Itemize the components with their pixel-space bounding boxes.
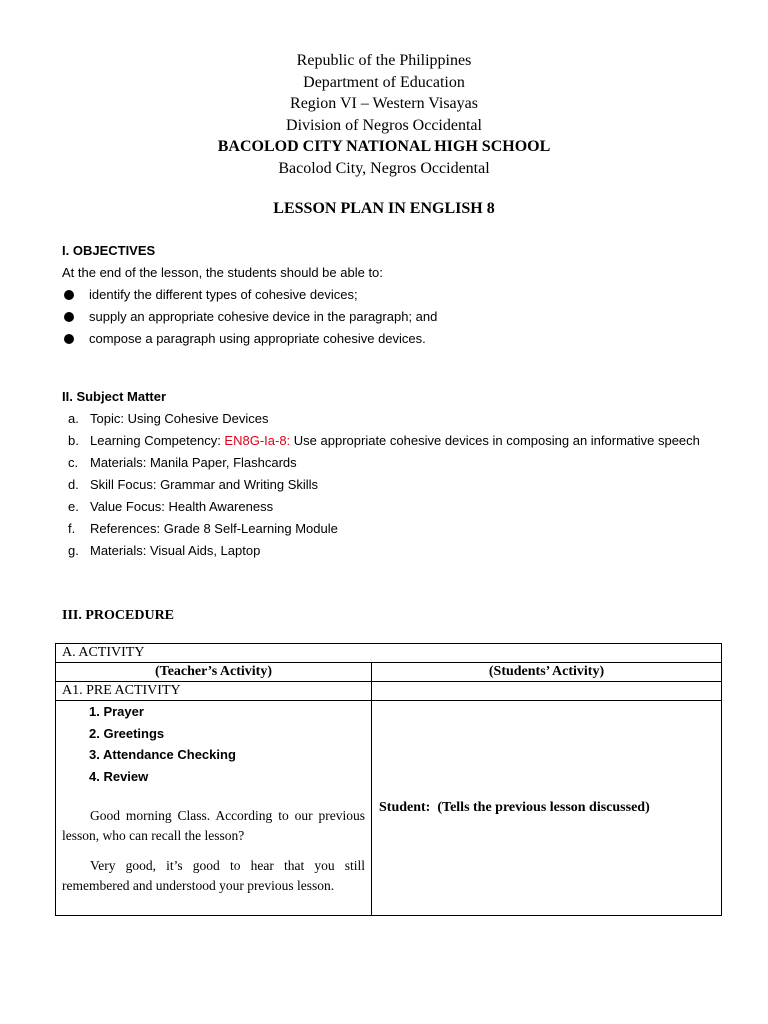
objective-item: supply an appropriate cohesive device in the paragraph; and (62, 306, 722, 328)
step-attendance: 3. Attendance Checking (89, 747, 236, 762)
subject-item-materials: c. Materials: Manila Paper, Flashcards (68, 455, 297, 470)
procedure-table (55, 643, 722, 916)
student-response-text: (Tells the previous lesson discussed) (437, 800, 650, 815)
step-greetings: 2. Greetings (89, 725, 165, 741)
subject-matter-section (62, 386, 722, 562)
bullet-icon (64, 290, 74, 300)
objective-item: identify the different types of cohesive devices; (62, 284, 722, 306)
header-republic: Republic of the Philippines (296, 52, 472, 69)
header-region: Region VI – Western Visayas (290, 95, 478, 112)
pre-activity-cell: A1. PRE ACTIVITY (56, 682, 372, 701)
lesson-plan-title: LESSON PLAN IN ENGLISH 8 (273, 200, 495, 217)
empty-cell (372, 682, 722, 701)
teacher-greeting-paragraph: Good morning Class. According to our previous lesson, who can recall the lesson? (62, 808, 365, 843)
subject-item-materials-2: g. Materials: Visual Aids, Laptop (68, 543, 261, 558)
teacher-feedback-paragraph: Very good, it’s good to hear that you still remembered and understood your previous lesson. (62, 858, 365, 893)
bullet-icon (64, 312, 74, 322)
subject-item-topic: a. Topic: Using Cohesive Devices (68, 411, 269, 426)
table-row (56, 644, 722, 663)
objectives-heading: I. OBJECTIVES (62, 243, 156, 258)
pre-activity-steps (62, 701, 365, 787)
step-review: 4. Review (89, 768, 149, 784)
subject-matter-heading: II. Subject Matter (62, 389, 167, 404)
student-activity-header: (Students’ Activity) (372, 663, 722, 682)
objectives-intro: At the end of the lesson, the students should be able to: (62, 265, 383, 280)
objectives-section (62, 240, 722, 350)
teacher-activity-header: (Teacher’s Activity) (56, 663, 372, 682)
student-label: Student: (379, 800, 431, 815)
table-row (56, 701, 722, 916)
step-prayer: 1. Prayer (89, 704, 144, 719)
subject-item-references: f. References: Grade 8 Self-Learning Module (68, 521, 338, 536)
subject-item-competency: b. Learning Competency: EN8G-Ia-8: Use appropriate cohesive devices in composing an informative speech (68, 433, 700, 448)
header-address: Bacolod City, Negros Occidental (278, 159, 490, 177)
teacher-activity-cell (56, 701, 372, 916)
objective-item: compose a paragraph using appropriate cohesive devices. (62, 328, 722, 350)
table-row (56, 682, 722, 701)
student-response-cell (372, 701, 722, 916)
competency-code: EN8G-Ia-8: (224, 433, 291, 448)
subject-item-value-focus: e. Value Focus: Health Awareness (68, 499, 274, 514)
procedure-heading: III. PROCEDURE (62, 608, 175, 623)
bullet-icon (64, 334, 74, 344)
document-header (0, 50, 768, 179)
subject-item-skill-focus: d. Skill Focus: Grammar and Writing Skills (68, 477, 319, 492)
header-school-name: BACOLOD CITY NATIONAL HIGH SCHOOL (217, 138, 551, 155)
table-row (56, 663, 722, 682)
header-division: Division of Negros Occidental (286, 116, 482, 134)
activity-section-cell: A. ACTIVITY (56, 644, 722, 663)
header-department: Department of Education (303, 73, 465, 91)
